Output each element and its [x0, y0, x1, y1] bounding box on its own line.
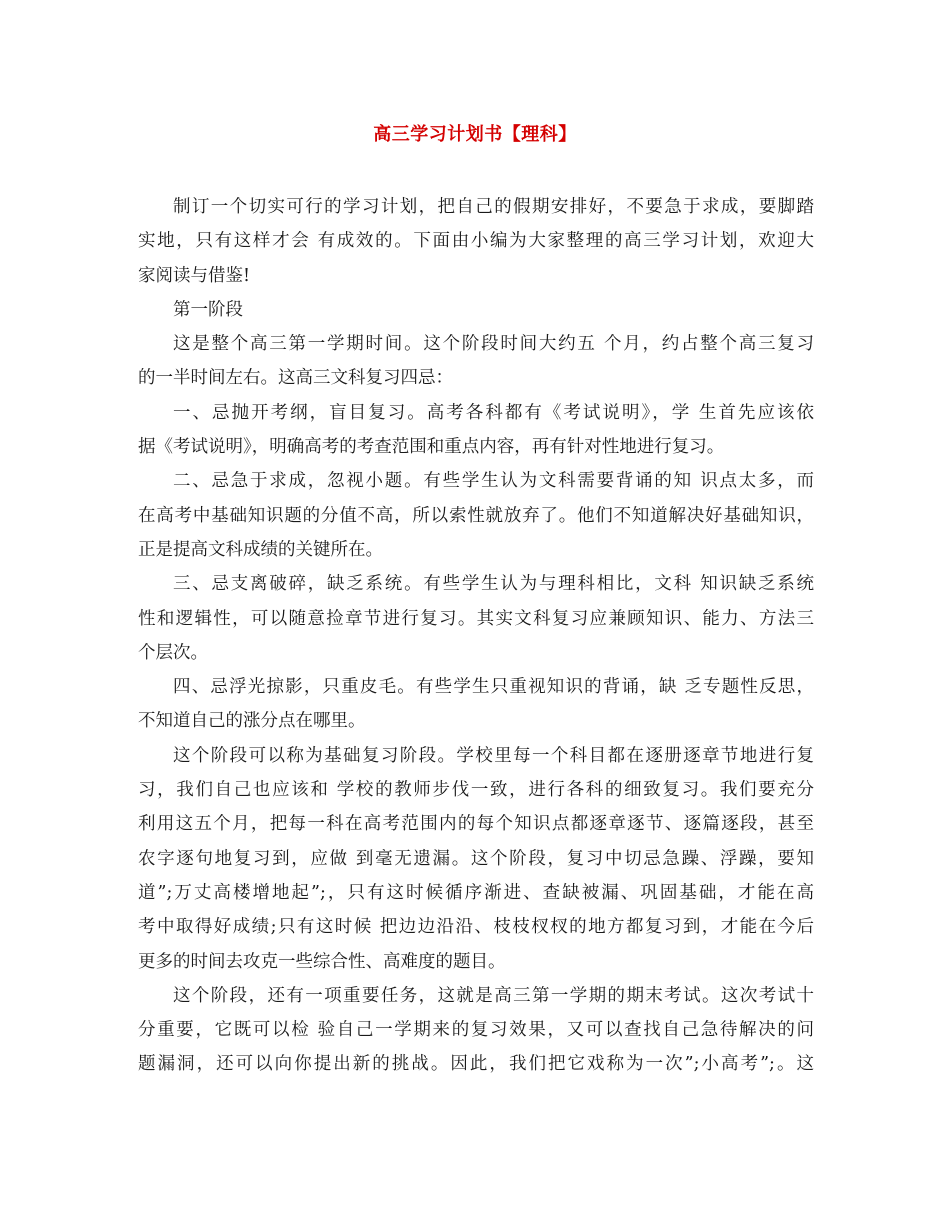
- text-line: 分重要，它既可以检 验自己一学期来的复习效果，又可以查找自己急待解决的问: [138, 1020, 814, 1041]
- text-line: 一、忌抛开考纲，盲目复习。高考各科都有《考试说明》，学 生首先应该依: [173, 402, 814, 423]
- text-line: 这个阶段可以称为基础复习阶段。学校里每一个科目都在逐册逐章节地进行复: [173, 745, 814, 766]
- text-line: 据《考试说明》，明确高考的考查范围和重点内容，再有针对性地进行复习。: [138, 437, 725, 458]
- text-line: 二、忌急于求成，忽视小题。有些学生认为文科需要背诵的知 识点太多，而: [173, 471, 814, 492]
- text-line: 农字逐句地复习到，应做 到毫无遗漏。这个阶段，复习中切忌急躁、浮躁，要知: [138, 848, 814, 869]
- text-line: 三、忌支离破碎，缺乏系统。有些学生认为与理科相比，文科 知识缺乏系统: [173, 574, 814, 595]
- text-line: 正是提高文科成绩的关键所在。: [138, 539, 383, 560]
- text-line: 利用这五个月，把每一科在高考范围内的每个知识点都逐章逐节、逐篇逐段，甚至: [138, 814, 814, 835]
- text-line: 在高考中基础知识题的分值不高，所以索性就放弃了。他们不知道解决好基础知识，: [138, 505, 814, 526]
- text-line: 第一阶段: [173, 299, 243, 320]
- text-line: 四、忌浮光掠影，只重皮毛。有些学生只重视知识的背诵，缺 乏专题性反思，: [173, 677, 814, 698]
- text-line: 道”;万丈高楼增地起”;，只有这时候循序渐进、查缺被漏、巩固基础，才能在高: [138, 882, 814, 903]
- text-line: 不知道自己的涨分点在哪里。: [138, 711, 366, 732]
- text-line: 这个阶段，还有一项重要任务，这就是高三第一学期的期末考试。这次考试十: [173, 985, 814, 1006]
- text-line: 实地，只有这样才会 有成效的。下面由小编为大家整理的高三学习计划，欢迎大: [138, 231, 814, 252]
- text-line: 的一半时间左右。这高三文科复习四忌：: [138, 368, 453, 389]
- text-line: 这是整个高三第一学期时间。这个阶段时间大约五 个月，约占整个高三复习: [173, 334, 814, 355]
- text-line: 习，我们自己也应该和 学校的教师步伐一致，进行各科的细致复习。我们要充分: [138, 780, 814, 801]
- document-title: 高三学习计划书【理科】: [373, 124, 577, 145]
- text-line: 考中取得好成绩;只有这时候 把边边沿沿、枝枝杈杈的地方都复习到，才能在今后: [138, 917, 814, 938]
- text-line: 更多的时间去攻克一些综合性、高难度的题目。: [138, 951, 506, 972]
- text-line: 个层次。: [138, 642, 208, 663]
- text-line: 题漏洞，还可以向你提出新的挑战。因此，我们把它戏称为一次”;小高考”;。这: [138, 1054, 814, 1075]
- text-line: 制订一个切实可行的学习计划，把自己的假期安排好，不要急于求成，要脚踏: [173, 197, 814, 217]
- document-body: [138, 190, 814, 1082]
- text-line: 性和逻辑性，可以随意捡章节进行复习。其实文科复习应兼顾知识、能力、方法三: [138, 608, 814, 629]
- text-line: 家阅读与借鉴!: [138, 265, 251, 286]
